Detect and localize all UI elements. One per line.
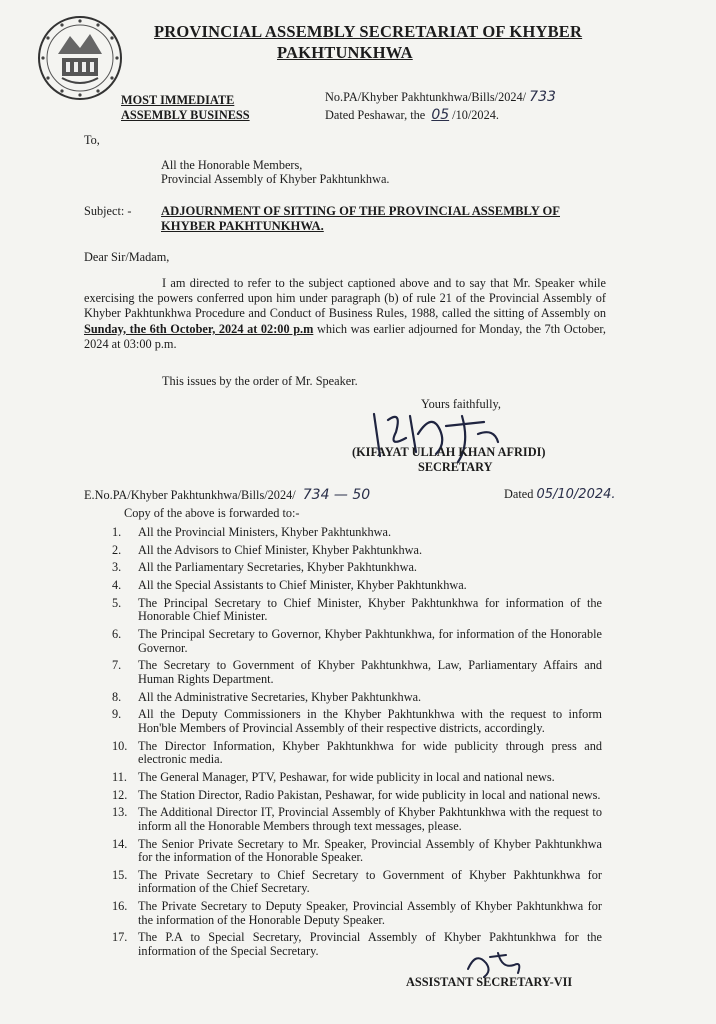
list-item: 4. All the Special Assistants to Chief Minister, Khyber Pakhtunkhwa. <box>112 578 467 593</box>
list-item: 13. The Additional Director IT, Provincial Assembly of Khyber Pakhtunkhwa with the request to inform all the Honorable Members through text messages, please. <box>112 805 602 833</box>
reference-number <box>325 89 556 105</box>
body-part1: I am directed to refer to the subject captioned above and to say that Mr. Speaker while exercising the powers conferred upon him under paragraph (b) of rule 21 of the Provincial Assembly of Khyber Pakhtunkhwa Procedure and Conduct of Business Rules, 1988, called the sitting of Assembly on <box>84 276 606 321</box>
footer-signatory: ASSISTANT SECRETARY-VII <box>406 975 573 989</box>
priority-line1: MOST IMMEDIATE <box>121 93 235 107</box>
order-line: This issues by the order of Mr. Speaker. <box>162 374 358 388</box>
header-title-line2: PAKHTUNKHWA <box>277 43 413 62</box>
list-item: 3. All the Parliamentary Secretaries, Khyber Pakhtunkhwa. <box>112 560 417 575</box>
reference-number-prefix: No.PA/Khyber Pakhtunkhwa/Bills/2024/ <box>325 90 527 104</box>
subject-line1: ADJOURNMENT OF SITTING OF THE PROVINCIAL ASSEMBLY OF <box>161 204 560 218</box>
recipient-line1: All the Honorable Members, <box>161 158 303 172</box>
list-item: 12. The Station Director, Radio Pakistan, Peshawar, for wide publicity in local and national news. <box>112 787 601 802</box>
header-title-line1: PROVINCIAL ASSEMBLY SECRETARIAT OF KHYBER <box>154 22 583 41</box>
salutation: Dear Sir/Madam, <box>84 250 170 264</box>
list-item: 8. All the Administrative Secretaries, Khyber Pakhtunkhwa. <box>112 689 422 704</box>
list-item: 15. The Private Secretary to Chief Secretary to Government of Khyber Pakhtunkhwa for information of the Chief Secretary. <box>112 867 602 896</box>
copies-list <box>112 526 602 963</box>
reference-date <box>325 107 499 123</box>
closing-name: (KIFAYAT ULLAH KHAN AFRIDI) <box>352 445 546 459</box>
endorsement-date-prefix: Dated <box>504 487 534 501</box>
reference-number-hand: 733 <box>529 89 556 105</box>
body-part2: which was earlier adjourned for Monday, the 7th October, 2024 at 03:00 p.m. <box>84 321 606 351</box>
reference-date-day: 05 <box>431 107 450 123</box>
list-item: 14. The Senior Private Secretary to Mr. Speaker, Provincial Assembly of Khyber Pakhtunkhwa for the information of the Honorable Speaker. <box>112 836 602 865</box>
list-item: 6. The Principal Secretary to Governor, Khyber Pakhtunkhwa, for information of the Honorable Governor. <box>112 627 602 655</box>
endorsement-date <box>504 487 616 502</box>
priority-line2: ASSEMBLY BUSINESS <box>121 108 250 122</box>
to-label: To, <box>84 133 100 147</box>
endorsement-number-prefix: E.No.PA/Khyber Pakhtunkhwa/Bills/2024/ <box>84 488 296 502</box>
list-item: 7. The Secretary to Government of Khyber Pakhtunkhwa, Law, Parliamentary Affairs and Human Rights Department. <box>112 658 602 686</box>
list-item: 11. The General Manager, PTV, Peshawar, for wide publicity in local and national news. <box>112 769 555 784</box>
list-item: 17. The P.A to Special Secretary, Provincial Assembly of Khyber Pakhtunkhwa for the information of the Special Secretary. <box>112 930 602 958</box>
endorsement-number <box>84 487 370 503</box>
subject-label: Subject: - <box>84 204 132 218</box>
list-item: 16. The Private Secretary to Deputy Speaker, Provincial Assembly of Khyber Pakhtunkhwa for the information of the Honorable Deputy Speaker. <box>112 899 602 927</box>
body-highlight: Sunday, the 6th October, 2024 at 02:00 p.m <box>84 321 314 336</box>
closing-yours: Yours faithfully, <box>421 397 501 411</box>
closing-title: SECRETARY <box>418 460 493 474</box>
list-item: 10. The Director Information, Khyber Pakhtunkhwa for wide publicity through press and electronic media. <box>112 738 602 767</box>
list-item: 1. All the Provincial Ministers, Khyber Pakhtunkhwa. <box>112 525 392 539</box>
reference-date-prefix: Dated Peshawar, the <box>325 108 426 122</box>
endorsement-number-hand: 734 — 50 <box>302 487 371 503</box>
list-item: 2. All the Advisors to Chief Minister, Khyber Pakhtunkhwa. <box>112 542 423 557</box>
body-paragraph <box>84 276 606 352</box>
reference-date-suffix: /10/2024. <box>452 108 499 122</box>
assembly-emblem-icon <box>36 14 124 102</box>
endorsement-date-hand: 05/10/2024. <box>536 487 616 502</box>
list-item: 5. The Principal Secretary to Chief Minister, Khyber Pakhtunkhwa for information of the Honorable Chief Minister. <box>112 595 602 624</box>
subject-line2: KHYBER PAKHTUNKHWA. <box>161 219 324 233</box>
list-item: 9. All the Deputy Commissioners in the Khyber Pakhtunkhwa with the request to inform Hon'ble Members of Provincial Assembly of their respective districts, accordingly. <box>112 707 602 735</box>
copy-intro: Copy of the above is forwarded to:- <box>124 506 300 520</box>
recipient-line2: Provincial Assembly of Khyber Pakhtunkhwa. <box>161 172 390 186</box>
